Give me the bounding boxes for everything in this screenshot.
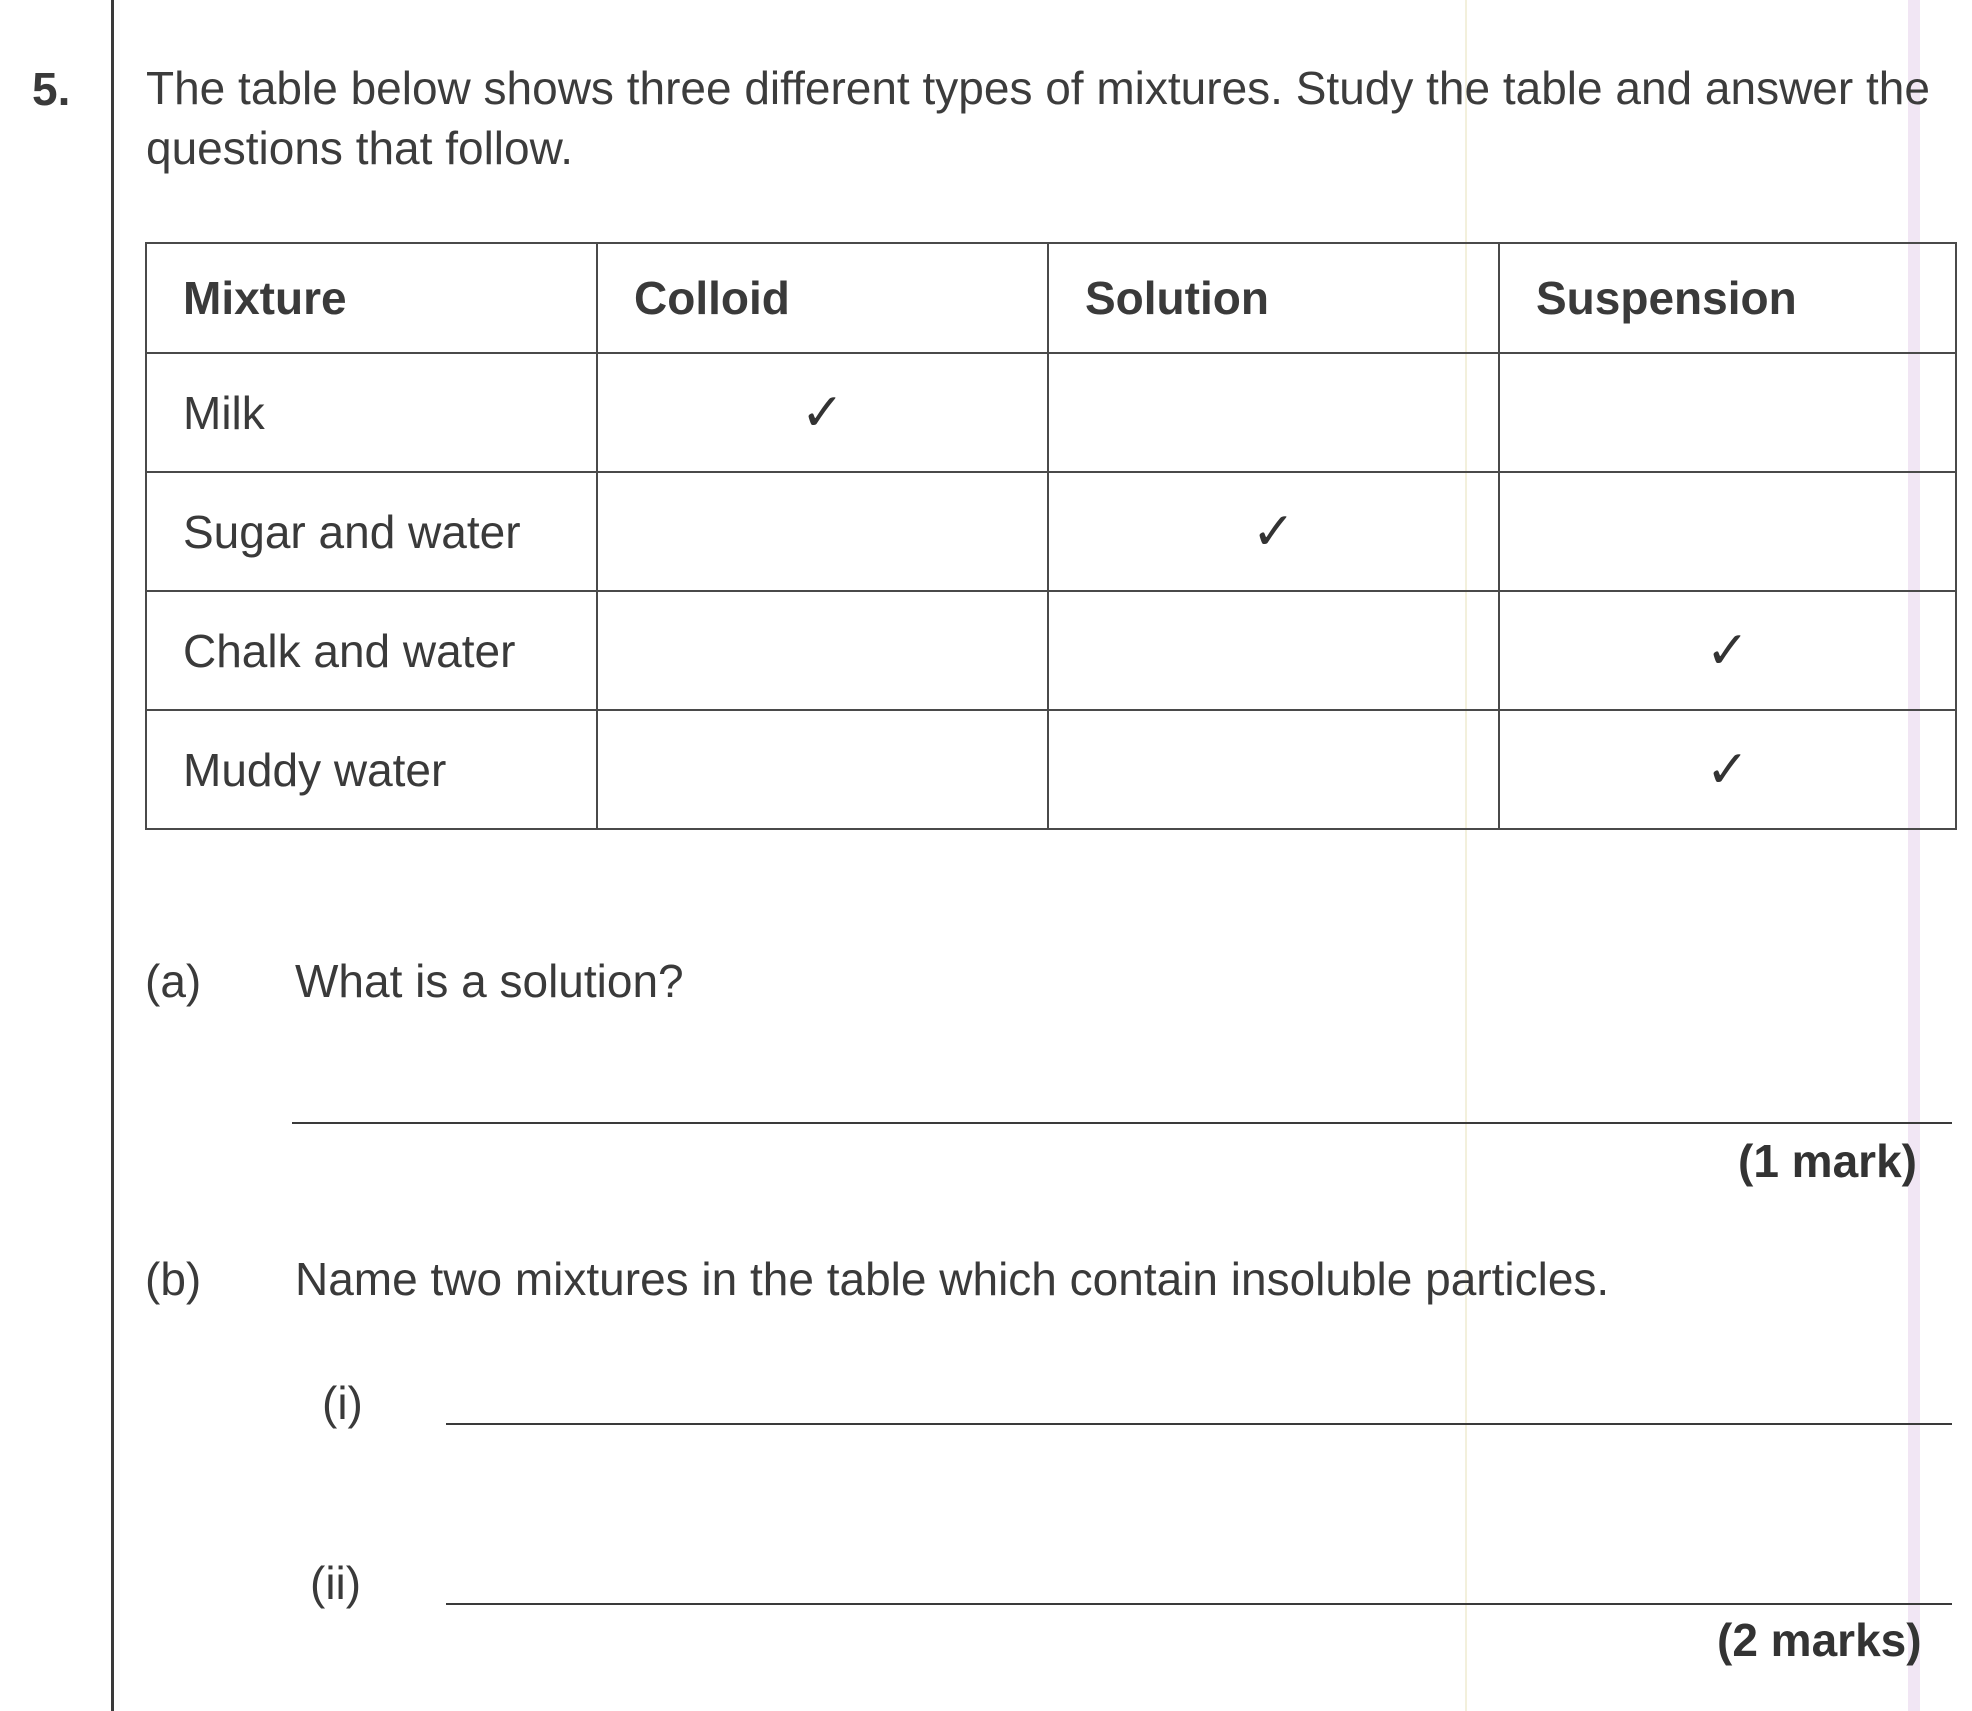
part-a-marks: (1 mark) (1738, 1135, 1917, 1187)
solution-cell (1048, 353, 1499, 472)
header-suspension: Suspension (1499, 243, 1956, 353)
part-b-label: (b) (145, 1253, 202, 1305)
solution-cell: ✓ (1048, 472, 1499, 591)
suspension-cell (1499, 472, 1956, 591)
colloid-cell (597, 472, 1048, 591)
part-b-i-label: (i) (322, 1377, 363, 1429)
solution-cell (1048, 710, 1499, 829)
solution-cell (1048, 591, 1499, 710)
question-intro: The table below shows three different types of mixtures. Study the table and answer the questions that follow. (146, 62, 1930, 174)
margin-rule (111, 0, 114, 1711)
mixture-cell: Sugar and water (146, 472, 597, 591)
table-row (146, 353, 1956, 472)
header-colloid: Colloid (597, 243, 1048, 353)
part-a-question: What is a solution? (295, 955, 684, 1007)
part-b-question: Name two mixtures in the table which contain insoluble particles. (295, 1253, 1610, 1305)
suspension-cell (1499, 353, 1956, 472)
table-row (146, 710, 1956, 829)
table-header-row (146, 243, 1956, 353)
table-row (146, 591, 1956, 710)
part-b-i-answer-line[interactable] (446, 1423, 1952, 1425)
header-mixture: Mixture (146, 243, 597, 353)
colloid-cell (597, 591, 1048, 710)
table-row (146, 472, 1956, 591)
mixtures-table (145, 242, 1957, 830)
colloid-cell (597, 710, 1048, 829)
mixture-cell: Chalk and water (146, 591, 597, 710)
part-a-label: (a) (145, 955, 202, 1007)
suspension-cell: ✓ (1499, 591, 1956, 710)
part-a-answer-line[interactable] (292, 1122, 1952, 1124)
mixture-cell: Milk (146, 353, 597, 472)
mixture-cell: Muddy water (146, 710, 597, 829)
colloid-cell: ✓ (597, 353, 1048, 472)
suspension-cell: ✓ (1499, 710, 1956, 829)
question-number: 5. (32, 63, 71, 115)
part-b-marks: (2 marks) (1717, 1614, 1922, 1666)
part-b-ii-answer-line[interactable] (446, 1603, 1952, 1605)
header-solution: Solution (1048, 243, 1499, 353)
part-b-ii-label: (ii) (310, 1557, 362, 1609)
